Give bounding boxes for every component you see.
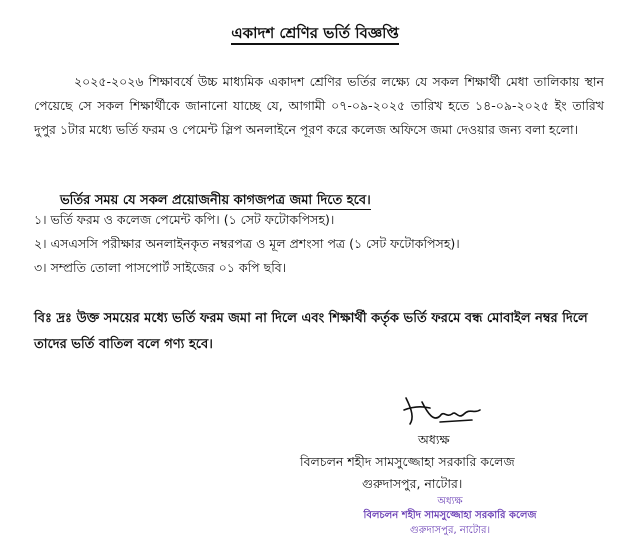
signatory-college: বিলচলন শহীদ সামসুজ্জোহা সরকারি কলেজ [300, 454, 515, 469]
notice-paragraph: ২০২৫-২০২৬ শিক্ষাবর্ষে উচ্চ মাধ্যমিক একাদশ শ্রেণির ভর্তির লক্ষ্যে যে সকল শিক্ষার্থী মেধা তালিকায় স্থান পেয়েছে সে সকল শিক্ষার্থীকে জানানো যাচ্ছে যে, আগামী ০৭-০৯-২০২৫ তারিখ হতে ১৪-০৯-২০২৫ ইং তারিখ দুপুর ১টার মধ্যে ভর্তি ফরম ও পেমেন্ট স্লিপ অনলাইনে পূরণ করে কলেজ অফিসে জমা দেওয়ার জন্য বলা হলো। [34, 74, 604, 137]
stamp-line: বিলচলন শহীদ সামসুজ্জোহা সরকারি কলেজ [363, 510, 537, 521]
signatory-address: গুরুদাসপুর, নাটোর। [362, 476, 463, 491]
notice-title-text: একাদশ শ্রেণির ভর্তি বিজ্ঞপ্তি [231, 24, 399, 45]
principal-signature [400, 392, 490, 432]
notice-title [0, 22, 630, 47]
stamp-line: অধ্যক্ষ [437, 496, 463, 507]
requirements-heading-text: ভর্তির সময় যে সকল প্রয়োজনীয় কাগজপত্র জমা দিতে হবে। [60, 193, 371, 208]
requirements-list [34, 208, 614, 280]
special-note: বিঃ দ্রঃ উক্ত সময়ের মধ্যে ভর্তি ফরম জমা না দিলে এবং শিক্ষার্থী কর্তৃক ভর্তি ফরমে বন্ধ মোবাইল নম্বর দিলে তাদের ভর্তি বাতিল বলে গণ্য হবে। [34, 311, 588, 352]
requirement-item: ৩। সম্প্রতি তোলা পাসপোর্ট সাইজের ০১ কপি ছবি। [34, 260, 287, 275]
official-stamp [350, 494, 550, 550]
requirement-item: ১। ভর্তি ফরম ও কলেজ পেমেন্ট কপি। (১ সেট ফটোকপিসহ)। [34, 212, 335, 227]
requirement-item: ২। এসএসসি পরীক্ষার অনলাইনকৃত নম্বরপত্র ও মূল প্রশংসা পত্র (১ সেট ফটোকপিসহ)। [34, 236, 460, 251]
stamp-line: গুরুদাসপুর, নাটোর। [409, 525, 491, 536]
signatory-role: অধ্যক্ষ [418, 432, 450, 447]
